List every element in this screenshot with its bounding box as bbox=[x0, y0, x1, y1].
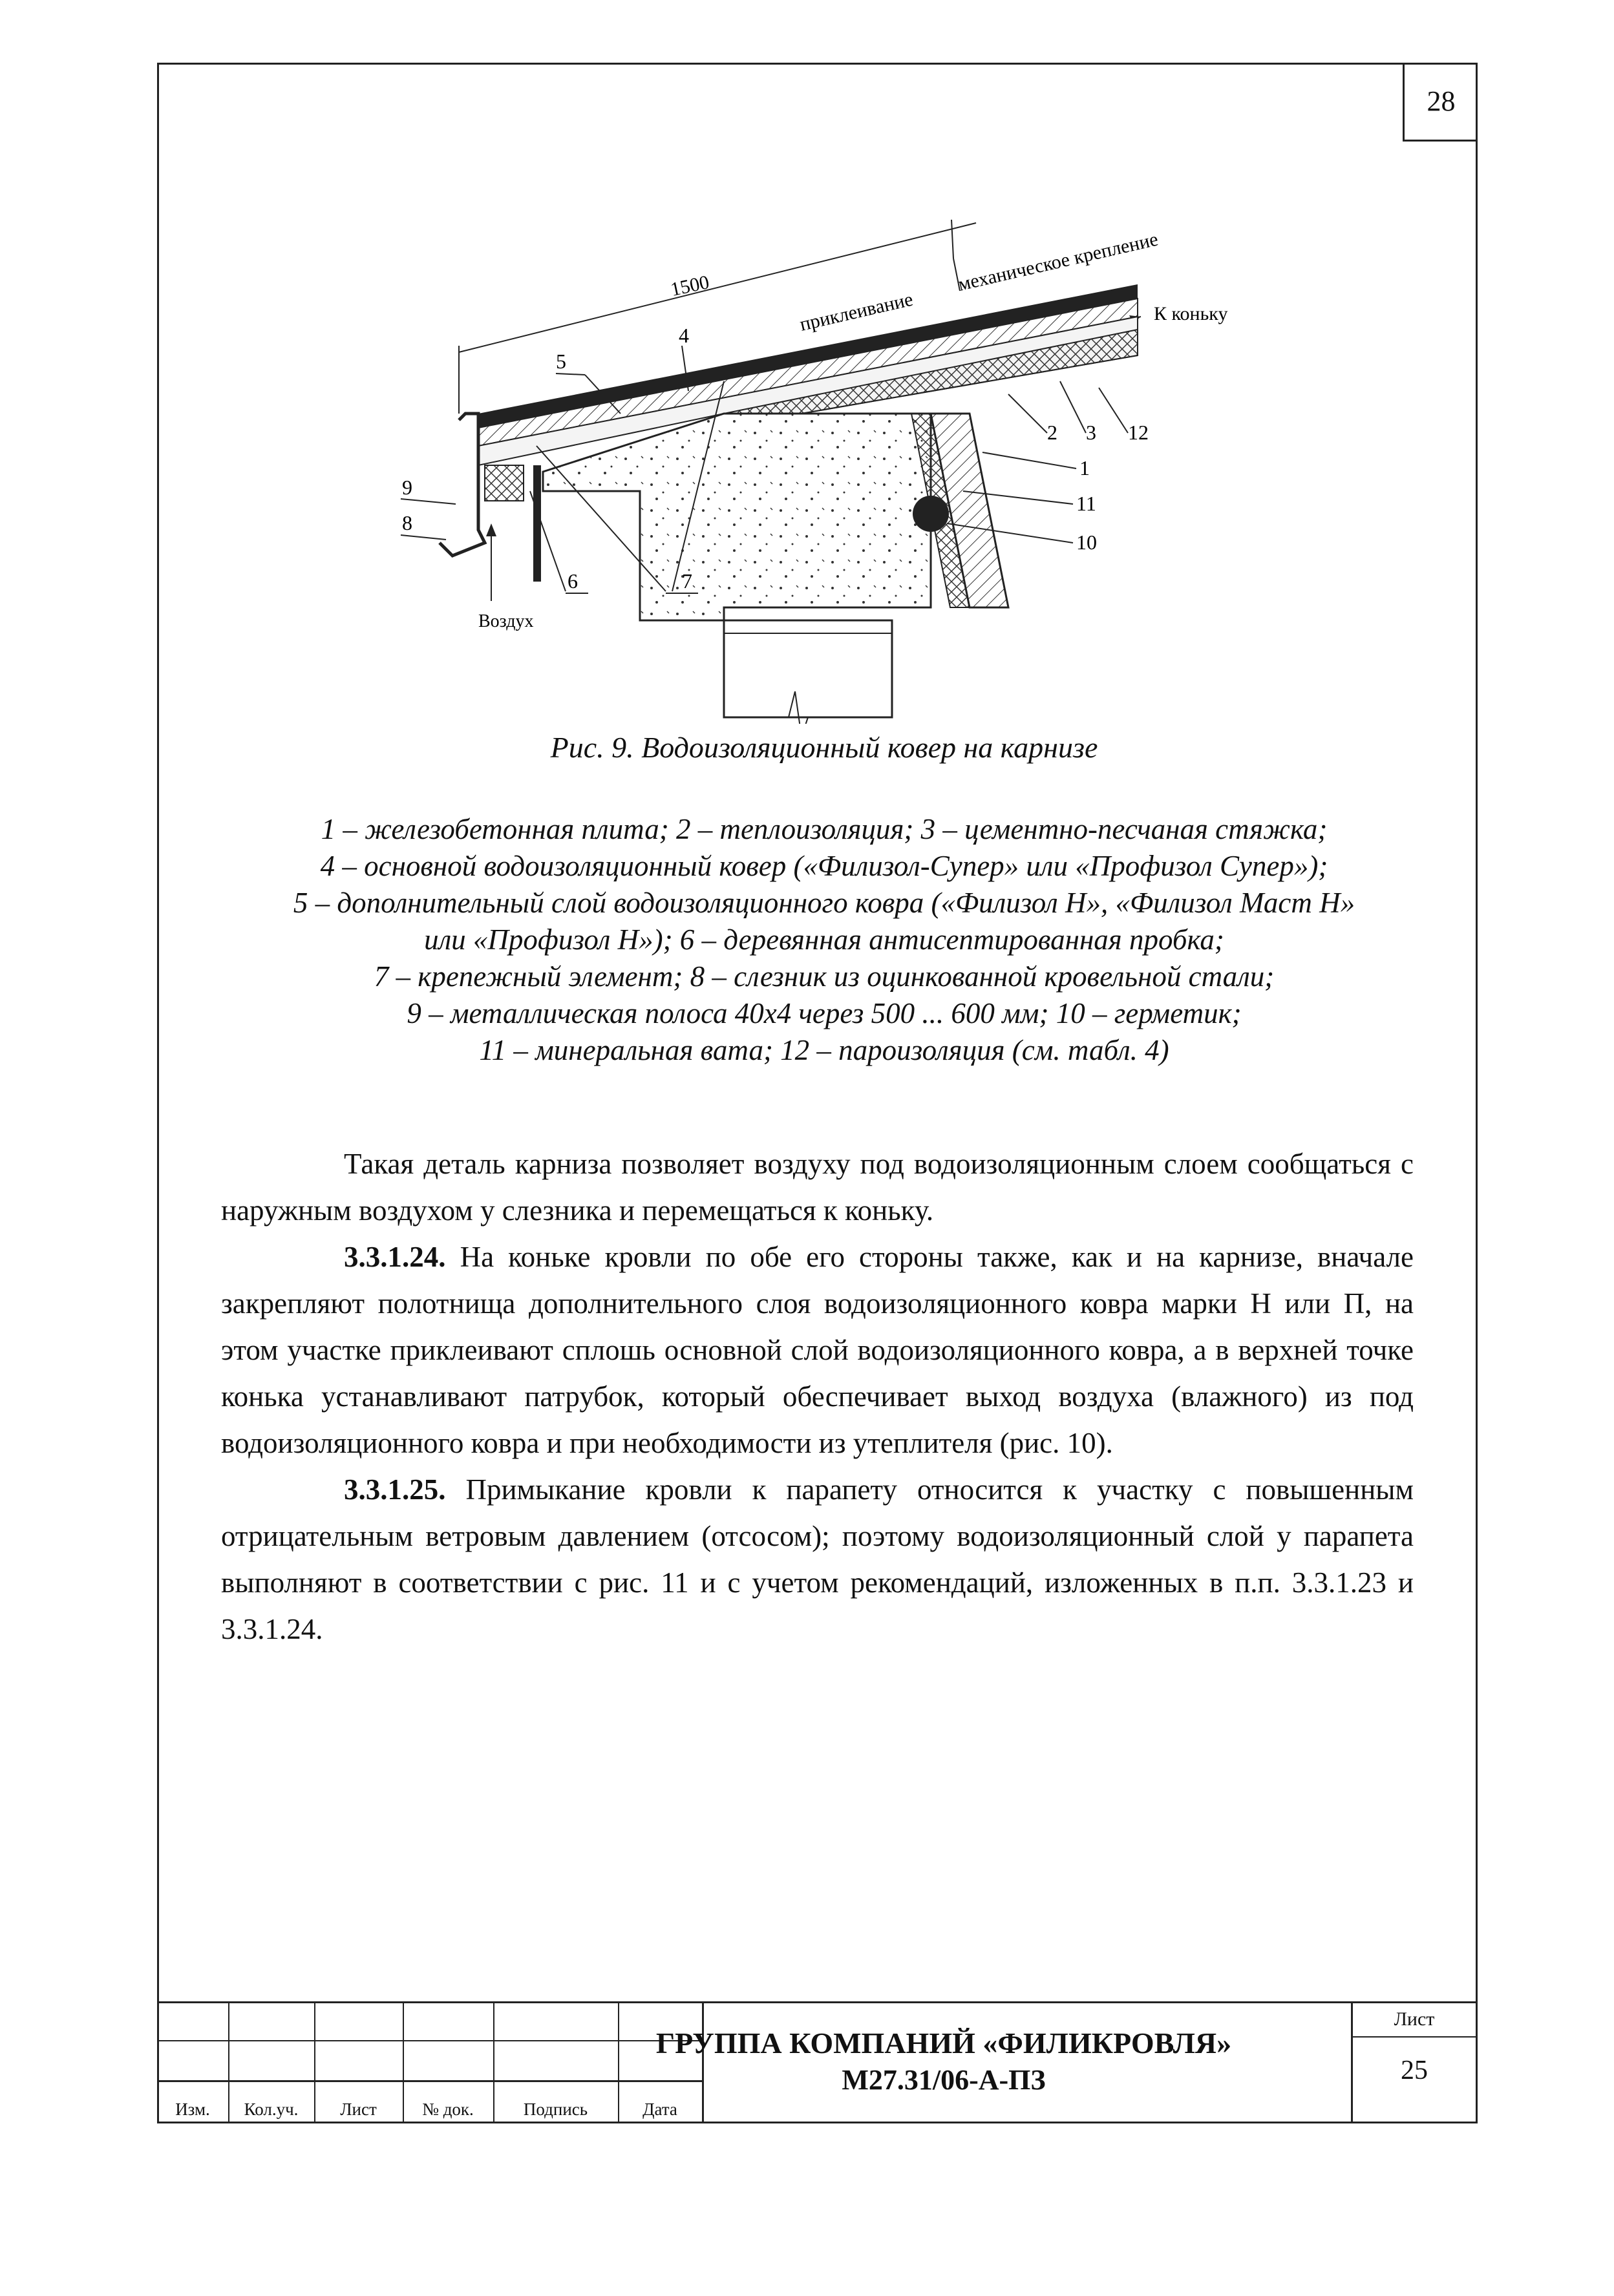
eaves-detail-drawing bbox=[362, 220, 1280, 724]
body-text bbox=[221, 1141, 1414, 1652]
to-ridge-label: К коньку bbox=[1154, 303, 1228, 324]
title-block bbox=[157, 2001, 1478, 2123]
label-5: 5 bbox=[556, 350, 566, 373]
legend-line: 11 – минеральная вата; 12 – пароизоляция (см. табл. 4) bbox=[479, 1034, 1169, 1066]
air-label: Воздух bbox=[478, 611, 534, 631]
column-change: Изм. bbox=[175, 2100, 210, 2119]
label-9: 9 bbox=[402, 476, 412, 499]
legend-line: 1 – железобетонная плита; 2 – теплоизоляция; 3 – цементно-песчаная стяжка; bbox=[321, 813, 1328, 845]
mechanical-fastening-label: механическое крепление bbox=[956, 228, 1160, 295]
paragraph-text: Такая деталь карниза позволяет воздуху под водоизоляционным слоем сообщаться с наружным воздухом у слезника и перемещаться к коньку. bbox=[221, 1148, 1414, 1227]
column-doc-number: № док. bbox=[422, 2100, 474, 2119]
label-4: 4 bbox=[679, 324, 689, 347]
legend-line: или «Профизол Н»); 6 – деревянная антисептированная пробка; bbox=[424, 923, 1224, 956]
label-12: 12 bbox=[1128, 421, 1149, 444]
label-7: 7 bbox=[682, 569, 692, 593]
legend-line: 5 – дополнительный слой водоизоляционного ковра («Филизол Н», «Филизол Маст Н» bbox=[293, 887, 1355, 919]
label-10: 10 bbox=[1076, 531, 1097, 554]
paragraph bbox=[221, 1141, 1414, 1234]
sheet-label: Лист bbox=[1394, 2008, 1435, 2030]
page-corner-number: 28 bbox=[1403, 63, 1478, 142]
label-1: 1 bbox=[1079, 456, 1090, 479]
figure-caption: Рис. 9. Водоизоляционный ковер на карнизе bbox=[550, 731, 1098, 764]
label-8: 8 bbox=[402, 511, 412, 534]
column-signature: Подпись bbox=[523, 2100, 588, 2119]
label-2: 2 bbox=[1047, 421, 1057, 444]
figure-legend bbox=[194, 811, 1454, 1069]
label-6: 6 bbox=[568, 569, 578, 593]
dimension-label: 1500 bbox=[668, 271, 712, 300]
label-3: 3 bbox=[1086, 421, 1096, 444]
paragraph-text: Примыкание кровли к парапету относится к участку с повышенным отрицательным ветровым давлением (отсосом); поэтому водоизоляционный слой у парапета выполняют в соответствии с рис. 11 и с учетом рекомендаций, изложенных в п.п. 3.3.1.23 и 3.3.1.24. bbox=[221, 1473, 1414, 1645]
label-11: 11 bbox=[1076, 492, 1096, 515]
legend-line: 9 – металлическая полоса 40х4 через 500 ... 600 мм; 10 – герметик; bbox=[407, 997, 1242, 1029]
paragraph-text: На коньке кровли по обе его стороны также, как и на карнизе, вначале закрепляют полотнища дополнительного слоя водоизоляционного ковра марки Н или П, на этом участке приклеивают сплошь основной слой водоизоляционного ковра, а в верхней точке конька устанавливают патрубок, который обеспечивает выход воздуха (влажного) из под водоизоляционного ковра и при необходимости из утеплителя (рис. 10). bbox=[221, 1241, 1414, 1459]
document-code: М27.31/06-А-ПЗ bbox=[842, 2064, 1046, 2096]
legend-line: 7 – крепежный элемент; 8 – слезник из оцинкованной кровельной стали; bbox=[374, 960, 1275, 993]
paragraph bbox=[221, 1466, 1414, 1652]
clause-number: 3.3.1.25. bbox=[344, 1473, 446, 1506]
glue-zone-label: приклеивание bbox=[798, 288, 915, 335]
column-count: Кол.уч. bbox=[244, 2100, 299, 2119]
column-date: Дата bbox=[642, 2100, 677, 2119]
company-name: ГРУППА КОМПАНИЙ «ФИЛИКРОВЛЯ» bbox=[655, 2027, 1232, 2059]
sheet-number: 25 bbox=[1401, 2056, 1428, 2085]
column-sheet: Лист bbox=[340, 2100, 377, 2119]
legend-line: 4 – основной водоизоляционный ковер («Филизол-Супер» или «Профизол Супер»); bbox=[320, 850, 1328, 882]
clause-number: 3.3.1.24. bbox=[344, 1241, 446, 1273]
paragraph bbox=[221, 1234, 1414, 1466]
